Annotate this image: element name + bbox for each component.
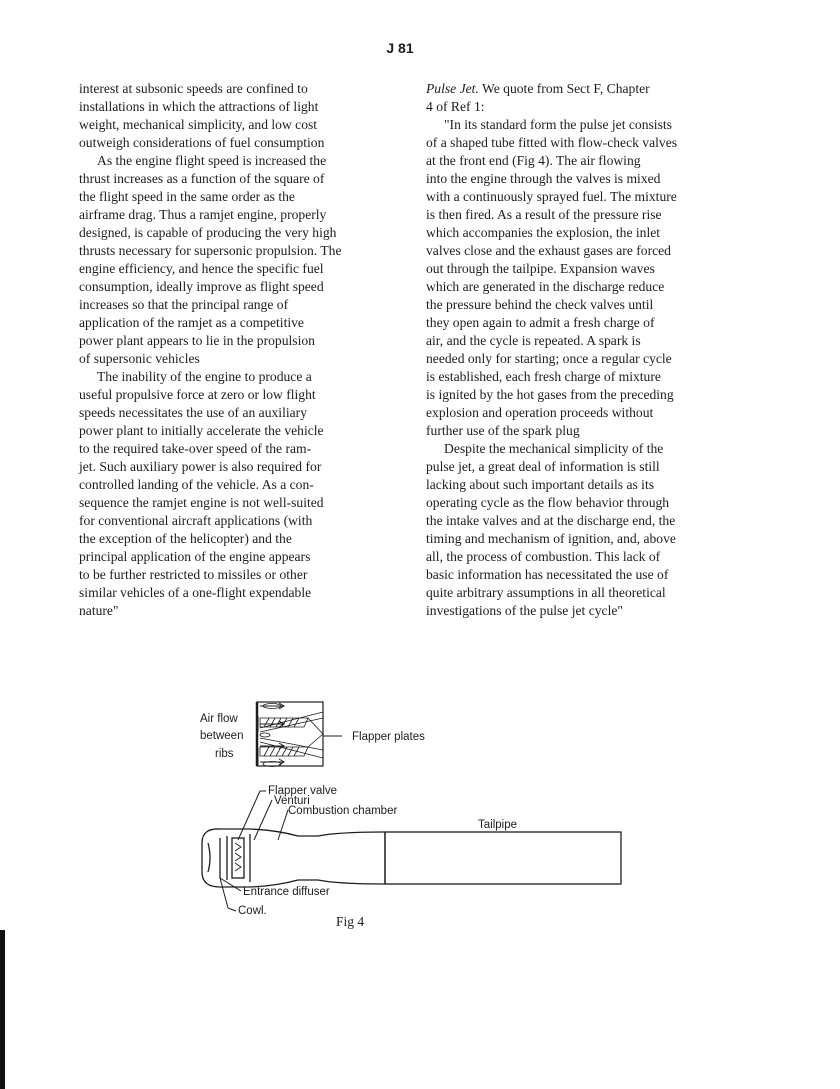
text-line: the exception of the helicopter) and the (79, 531, 292, 546)
text-line: air, and the cycle is repeated. A spark is (426, 333, 641, 348)
text-line: explosion and operation proceeds without (426, 405, 654, 420)
text-line: sequence the ramjet engine is not well-suited (79, 495, 324, 510)
text-line: they open again to admit a fresh charge of (426, 315, 655, 330)
flapper-valve-detail (257, 702, 342, 767)
text-line: engine efficiency, and hence the specific fuel (79, 261, 324, 276)
text-line: power plant appears to lie in the propulsion (79, 333, 315, 348)
text-line: needed only for starting; once a regular cycle (426, 351, 672, 366)
text-line: out through the tailpipe. Expansion waves (426, 261, 655, 276)
pulse-jet-figure (180, 690, 640, 940)
text-line: power plant to initially accelerate the vehicle (79, 423, 324, 438)
scan-edge-shadow (0, 930, 5, 1089)
text-line: Despite the mechanical simplicity of the (444, 441, 664, 456)
text-line: installations in which the attractions of light (79, 99, 319, 114)
text-line: consumption, ideally improve as flight speed (79, 279, 324, 294)
text-line: pulse jet, a great deal of information is still (426, 459, 660, 474)
label-entrance-diffuser: Entrance diffuser (243, 886, 330, 898)
text-line: is ignited by the hot gases from the preceding (426, 387, 674, 402)
text-line: further use of the spark plug (426, 423, 580, 438)
pulse-jet-heading-rest: We quote from Sect F, Chapter (478, 81, 650, 96)
text-line: increases so that the principal range of (79, 297, 289, 312)
text-line: interest at subsonic speeds are confined to (79, 81, 308, 96)
pulse-jet-heading: Pulse Jet. (426, 81, 479, 96)
text-line: designed, is capable of producing the very high (79, 225, 337, 240)
text-line: to the required take-over speed of the ram- (79, 441, 312, 456)
label-air-flow: Air flow (200, 713, 238, 725)
text-line: of supersonic vehicles (79, 351, 200, 366)
text-line: valves close and the exhaust gases are forced (426, 243, 671, 258)
text-line: quite arbitrary assumptions in all theoretical (426, 585, 666, 600)
text-line: the intake valves and at the discharge end, the (426, 513, 676, 528)
pulse-jet-heading-line (426, 80, 731, 98)
text-line: timing and mechanism of ignition, and, above (426, 531, 676, 546)
text-line: to be further restricted to missiles or other (79, 567, 308, 582)
right-column (426, 80, 731, 620)
text-line: nature" (79, 603, 119, 618)
text-line: application of the ramjet as a competitive (79, 315, 304, 330)
text-line: thrust increases as a function of the square of (79, 171, 325, 186)
text-line: airframe drag. Thus a ramjet engine, properly (79, 207, 327, 222)
text-line: useful propulsive force at zero or low flight (79, 387, 316, 402)
text-line: basic information has necessitated the use of (426, 567, 669, 582)
text-line: thrusts necessary for supersonic propulsion. The (79, 243, 342, 258)
text-line: As the engine flight speed is increased the (97, 153, 327, 168)
label-combustion-chamber: Combustion chamber (288, 805, 398, 817)
label-flapper-valve: Flapper valve (268, 785, 338, 797)
text-line: which accompanies the explosion, the inlet (426, 225, 661, 240)
page-number: J 81 (386, 40, 414, 56)
label-tailpipe: Tailpipe (478, 819, 517, 831)
text-line: lacking about such important details as its (426, 477, 655, 492)
label-cowl: Cowl. (238, 905, 267, 917)
text-line: is then fired. As a result of the pressure rise (426, 207, 662, 222)
pulse-jet-engine (202, 829, 621, 887)
text-line: for conventional aircraft applications (with (79, 513, 313, 528)
text-line: of a shaped tube fitted with flow-check valves (426, 135, 678, 150)
label-ribs: ribs (215, 748, 234, 760)
text-line: outweigh considerations of fuel consumption (79, 135, 325, 150)
text-line: the flight speed in the same order as the (79, 189, 295, 204)
text-line: at the front end (Fig 4). The air flowing (426, 153, 641, 168)
text-line: operating cycle as the flow behavior through (426, 495, 670, 510)
text-line: into the engine through the valves is mixed (426, 171, 661, 186)
label-between: between (200, 730, 244, 742)
figure-caption: Fig 4 (336, 914, 365, 929)
text-line: The inability of the engine to produce a (97, 369, 312, 384)
text-line: all, the process of combustion. This lack of (426, 549, 661, 564)
text-line: 4 of Ref 1: (426, 99, 485, 114)
label-flapper-plates: Flapper plates (352, 731, 425, 743)
text-line: the pressure behind the check valves until (426, 297, 654, 312)
pulse-jet-diagram (180, 690, 640, 940)
left-column (79, 80, 384, 620)
text-line: jet. Such auxiliary power is also required for (79, 459, 322, 474)
text-line: with a continuously sprayed fuel. The mixture (426, 189, 677, 204)
text-line: speeds necessitates the use of an auxiliary (79, 405, 307, 420)
text-line: which are generated in the discharge reduce (426, 279, 665, 294)
text-line: is established, each fresh charge of mixture (426, 369, 661, 384)
text-line: weight, mechanical simplicity, and low cost (79, 117, 318, 132)
text-line: similar vehicles of a one-flight expendable (79, 585, 312, 600)
text-line: principal application of the engine appears (79, 549, 311, 564)
text-line: "In its standard form the pulse jet consists (444, 117, 672, 132)
text-line: investigations of the pulse jet cycle" (426, 603, 623, 618)
text-line: controlled landing of the vehicle. As a con- (79, 477, 314, 492)
label-venturi: Venturi (274, 795, 310, 807)
